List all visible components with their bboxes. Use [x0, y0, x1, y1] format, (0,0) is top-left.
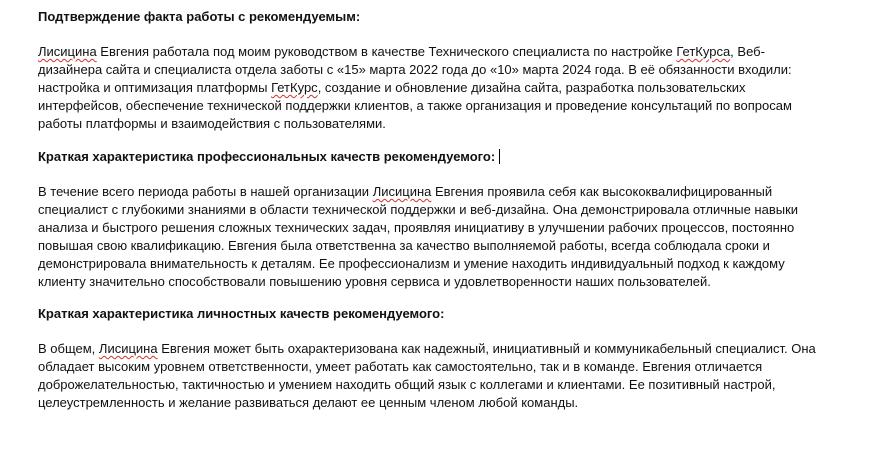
- paragraph-text: В течение всего периода работы в нашей организации: [38, 184, 373, 199]
- work-confirmation-paragraph[interactable]: [38, 43, 828, 133]
- paragraph-text: Евгения может быть охарактеризована как надежный, инициативный и коммуникабельный специалист. Она обладает высоким уровнем ответственности, умеет работать как самостоятельно, так и в команде. Евгения отличается доброжелательностью, тактичностью и умением находить общий язык с коллегами и клиентами. Ее позитивный настрой, целеустремленность и желание развиваться делают ее ценным членом любой команды.: [38, 341, 816, 410]
- misspelled-surname[interactable]: Лисицина: [98, 341, 158, 356]
- section-heading-personal-qualities: Краткая характеристика личностных качеств рекомендуемого:: [38, 306, 445, 321]
- misspelled-surname[interactable]: Лисицина: [38, 44, 97, 59]
- professional-qualities-paragraph[interactable]: [38, 183, 828, 291]
- personal-qualities-paragraph[interactable]: [38, 340, 828, 412]
- paragraph-text: , Веб-дизайнера сайта и специалиста отдела заботы с «15» марта 2022 года до «10» марта 2024 года. В её обязанности входили: настройка и оптимизация платформы: [38, 44, 792, 95]
- heading-text: Краткая характеристика профессиональных качеств рекомендуемого:: [38, 149, 496, 164]
- paragraph-text: , создание и обновление дизайна сайта, разработка пользовательских интерфейсов, обеспечение технической поддержки клиентов, а также организация и проведение консультаций по вопросам работы платформы и взаимодействия с пользователями.: [38, 80, 792, 131]
- paragraph-text: Евгения проявила себя как высококвалифицированный специалист с глубокими знаниями в области технической поддержки и веб-дизайна. Она демонстрировала отличные навыки анализа и быстрого решения сложных технических задач, проявляя инициативу в улучшении рабочих процессов, постоянно повышая свою квалификацию. Евгения была ответственна за качество выполняемой работы, всегда соблюдала сроки и демонстрировала внимательность к деталям. Ее профессионализм и умение находить индивидуальный подход к каждому клиенту значительно способствовали повышению уровня сервиса и удовлетворенности наших пользователей.: [38, 184, 799, 289]
- paragraph-text: В общем,: [38, 341, 99, 356]
- section-heading-work-confirmation: Подтверждение факта работы с рекомендуемым:: [38, 9, 361, 24]
- misspelled-word[interactable]: ГетКурс: [271, 80, 318, 95]
- section-heading-professional-qualities: [38, 148, 500, 166]
- text-cursor: [499, 149, 500, 164]
- paragraph-text: Евгения работала под моим руководством в качестве Технического специалиста по настройке: [96, 44, 677, 59]
- misspelled-word[interactable]: ГетКурса: [676, 44, 731, 59]
- misspelled-surname[interactable]: Лисицина: [372, 184, 432, 199]
